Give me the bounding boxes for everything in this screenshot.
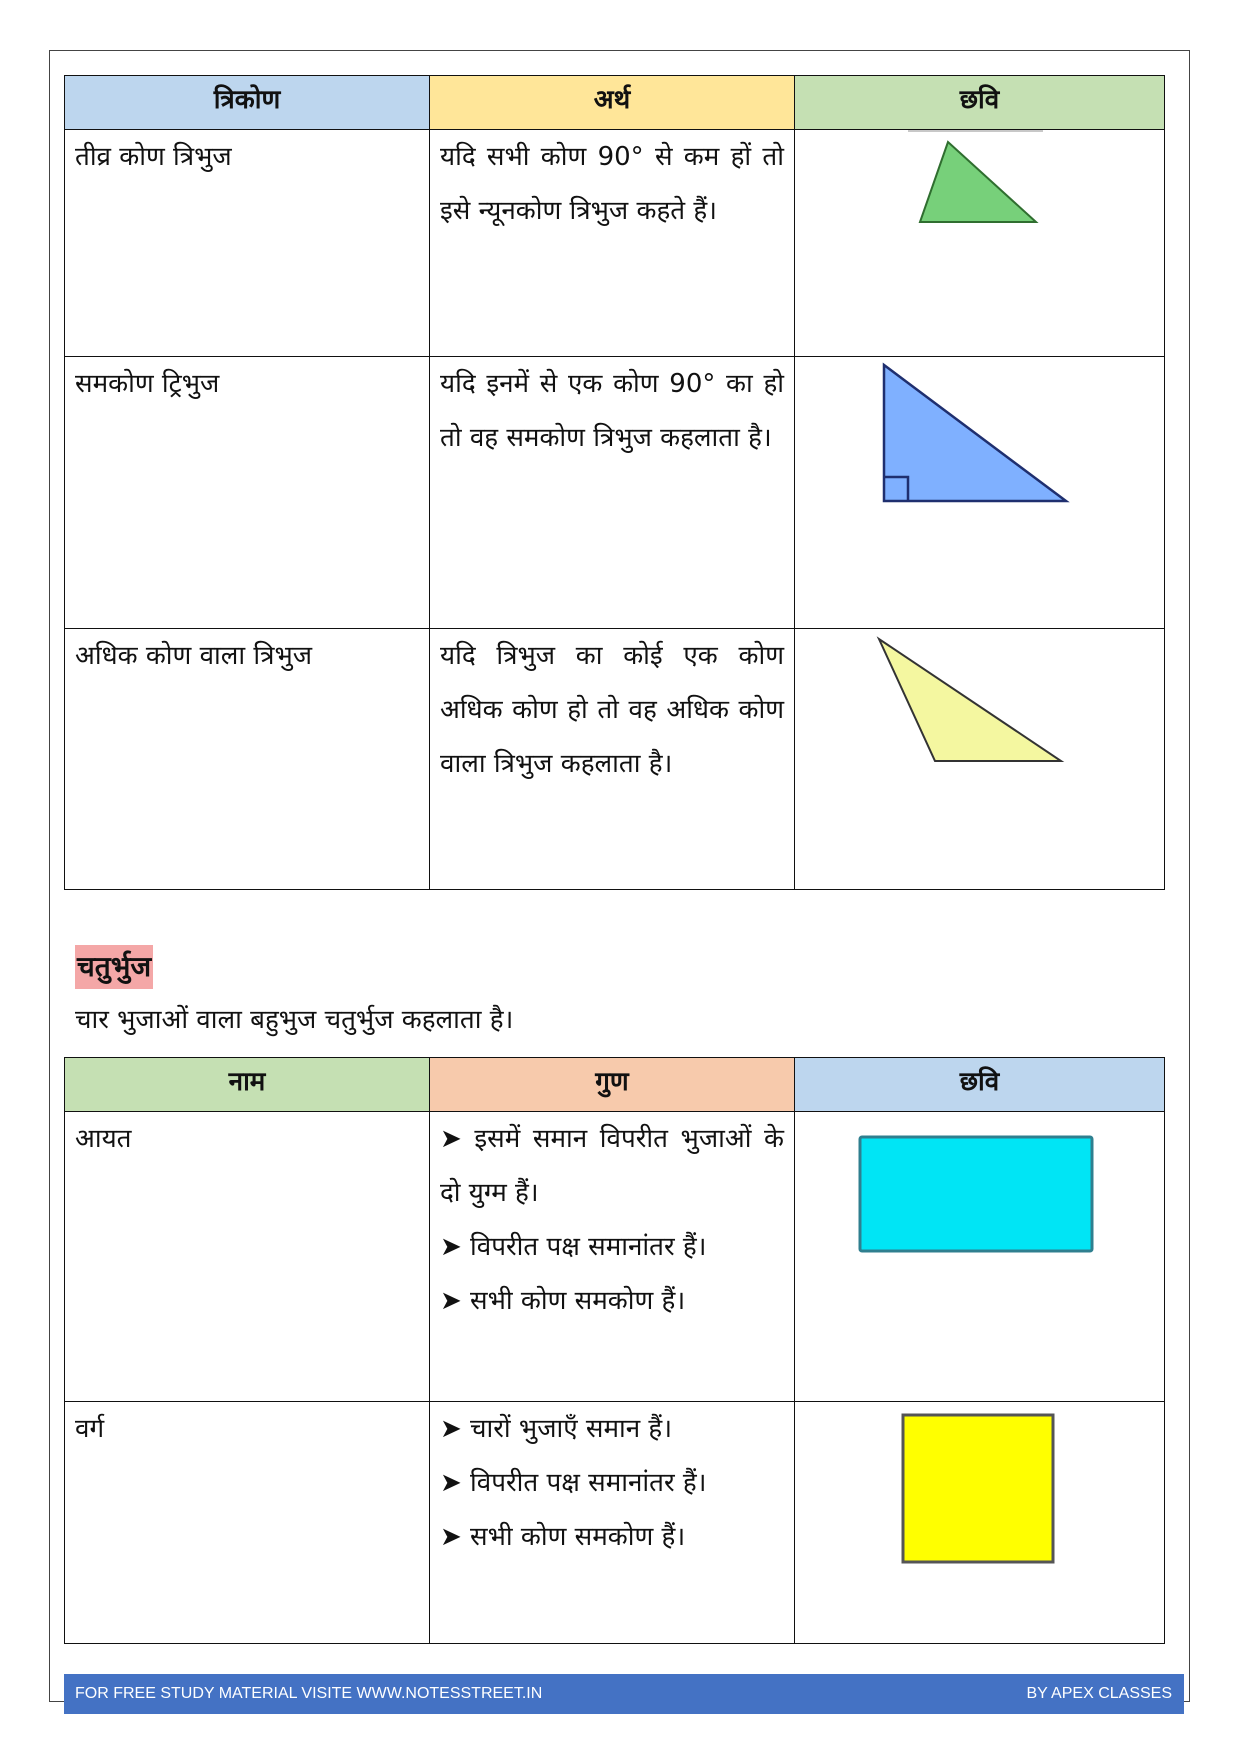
triangle-name: अधिक कोण वाला त्रिभुज — [75, 641, 313, 671]
footer-website-text[interactable]: FOR FREE STUDY MATERIAL VISITE WWW.NOTESSTREET.IN — [75, 1685, 543, 1702]
triangles-table — [64, 75, 1165, 890]
section-title: चतुर्भुज — [75, 945, 153, 989]
property-item: ➤ सभी कोण समकोण हैं। — [440, 1286, 686, 1316]
triangle-name: समकोण ट्रिभुज — [75, 369, 220, 399]
rectangle-image — [795, 1112, 1164, 1401]
footer-bar — [64, 1674, 1184, 1714]
right-triangle-icon — [880, 361, 1080, 511]
shape-name: आयत — [75, 1124, 132, 1154]
header-meaning: अर्थ — [430, 76, 795, 130]
header-image: छवि — [795, 1058, 1165, 1112]
obtuse-triangle-image — [795, 629, 1164, 889]
shape-properties — [430, 1112, 794, 1328]
acute-triangle-icon — [908, 130, 1048, 230]
footer-credit-text: BY APEX CLASSES — [1026, 1685, 1172, 1702]
table-header-row — [65, 76, 1165, 130]
property-item: ➤ विपरीत पक्ष समानांतर हैं। — [440, 1232, 707, 1262]
property-item: ➤ विपरीत पक्ष समानांतर हैं। — [440, 1468, 707, 1498]
triangle-name: तीव्र कोण त्रिभुज — [75, 142, 232, 172]
square-image — [795, 1402, 1164, 1643]
section-description: चार भुजाओं वाला बहुभुज चतुर्भुज कहलाता है। — [75, 1005, 514, 1035]
square-icon — [900, 1412, 1060, 1568]
triangle-meaning: यदि सभी कोण 90° से कम हों तो इसे न्यूनकोण त्रिभुज कहते हैं। — [440, 142, 784, 226]
quadrilateral-table — [64, 1057, 1165, 1644]
rectangle-icon — [857, 1134, 1097, 1258]
property-item: ➤ इसमें समान विपरीत भुजाओं के दो युग्म हैं। — [440, 1124, 784, 1208]
table-row — [65, 629, 1165, 890]
header-triangle: त्रिकोण — [65, 76, 430, 130]
table-row — [65, 357, 1165, 629]
table-row — [65, 1402, 1165, 1644]
right-triangle-image — [795, 357, 1164, 628]
header-image: छवि — [795, 76, 1165, 130]
header-properties: गुण — [430, 1058, 795, 1112]
triangle-meaning: यदि इनमें से एक कोण 90° का हो तो वह समकोण त्रिभुज कहलाता है। — [440, 369, 784, 453]
header-name: नाम — [65, 1058, 430, 1112]
table-row — [65, 1112, 1165, 1402]
table-header-row — [65, 1058, 1165, 1112]
shape-properties — [430, 1402, 794, 1564]
property-item: ➤ सभी कोण समकोण हैं। — [440, 1522, 686, 1552]
acute-triangle-image — [795, 130, 1164, 356]
obtuse-triangle-icon — [875, 635, 1075, 775]
triangle-meaning: यदि त्रिभुज का कोई एक कोण अधिक कोण हो तो वह अधिक कोण वाला त्रिभुज कहलाता है। — [440, 641, 784, 779]
shape-name: वर्ग — [75, 1414, 105, 1444]
table-row — [65, 130, 1165, 357]
property-item: ➤ चारों भुजाएँ समान हैं। — [440, 1414, 673, 1444]
